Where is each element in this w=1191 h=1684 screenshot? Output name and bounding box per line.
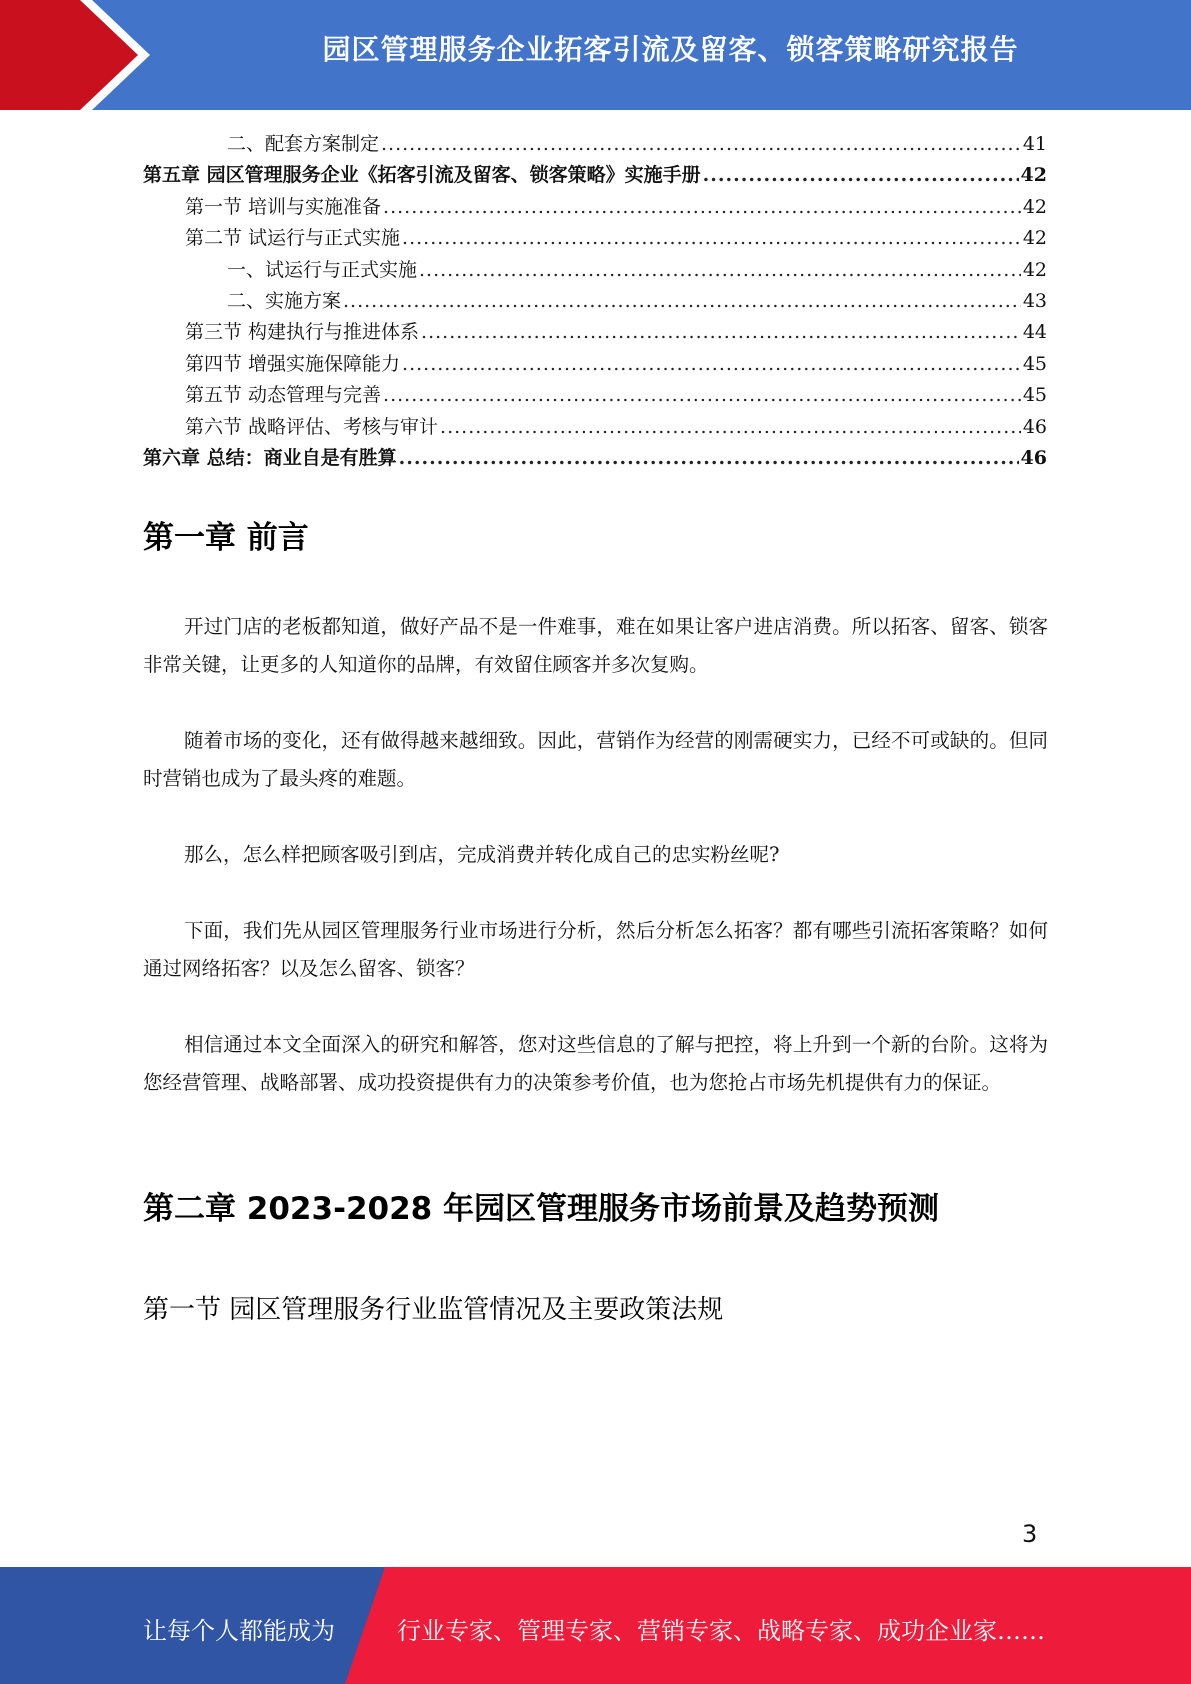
toc-leader-dots [399,447,1019,469]
chapter-1-heading: 第一章 前言 [143,520,309,556]
toc-leader-dots [421,321,1021,343]
paragraph: 那么，怎么样把顾客吸引到店，完成消费并转化成自己的忠实粉丝呢? [184,843,780,866]
toc-entry-text: 第五节 动态管理与完善 [185,384,382,407]
toc-entry-page: 41 [1022,133,1047,155]
toc-entry[interactable] [143,286,1047,317]
toc-entry[interactable] [143,380,1047,411]
toc-entry-text: 第六章 总结：商业自是有胜算 [143,446,397,469]
toc-entry[interactable] [143,317,1047,348]
toc-entry-page: 42 [1022,227,1047,250]
toc-entry-page: 42 [1020,164,1047,187]
toc-entry-page: 45 [1022,352,1047,375]
paragraph: 随着市场的变化，还有做得越来越细致。因此，营销作为经营的刚需硬实力，已经不可或缺的。但同时营销也成为了最头疼的难题。 [143,729,1048,790]
toc-entry-page: 44 [1022,321,1047,344]
toc-entry[interactable] [143,129,1047,160]
toc-entry-page: 45 [1022,384,1047,407]
page-header [0,0,1191,110]
toc-entry-text: 第三节 构建执行与推进体系 [185,321,420,344]
page-number: 3 [1022,1520,1038,1548]
toc-leader-dots [402,227,1021,249]
toc-entry[interactable] [143,443,1047,474]
toc-leader-dots [440,416,1021,438]
table-of-contents [143,129,1047,474]
toc-entry-page: 46 [1022,415,1047,438]
section-heading: 第一节 园区管理服务行业监管情况及主要政策法规 [143,1295,724,1325]
toc-leader-dots [383,196,1021,218]
page-footer [0,1567,1191,1684]
toc-entry-page: 46 [1020,446,1047,469]
toc-entry[interactable] [143,349,1047,380]
toc-entry-text: 第六节 战略评估、考核与审计 [185,415,439,438]
chapter-2-heading: 第二章 2023-2028 年园区管理服务市场前景及趋势预测 [143,1191,940,1227]
toc-leader-dots [419,259,1021,281]
toc-entry-page: 43 [1022,289,1047,312]
toc-entry[interactable] [143,255,1047,286]
paragraph: 开过门店的老板都知道，做好产品不是一件难事，难在如果让客户进店消费。所以拓客、留客、锁客非常关键，让更多的人知道你的品牌，有效留住顾客并多次复购。 [143,615,1048,676]
toc-entry-text: 第四节 增强实施保障能力 [185,352,401,375]
paragraph: 相信通过本文全面深入的研究和解答，您对这些信息的了解与把控，将上升到一个新的台阶。这将为您经营管理、战略部署、成功投资提供有力的决策参考价值，也为您抢占市场先机提供有力的保证。 [143,1033,1048,1094]
toc-entry-text: 一、试运行与正式实施 [227,258,418,281]
toc-leader-dots [703,164,1019,186]
header-title: 园区管理服务企业拓客引流及留客、锁客策略研究报告 [322,33,1019,66]
toc-entry-page: 42 [1022,195,1047,218]
toc-entry[interactable] [143,160,1047,191]
toc-entry-text: 二、实施方案 [227,289,342,312]
toc-leader-dots [381,133,1021,155]
footer-slogan-left: 让每个人都能成为 [143,1617,335,1645]
header-arrow-graphic [0,0,160,110]
toc-entry-page: 42 [1022,258,1047,281]
toc-entry-text: 第二节 试运行与正式实施 [185,227,401,250]
toc-leader-dots [343,290,1021,312]
toc-entry[interactable] [143,412,1047,443]
toc-entry-text: 第一节 培训与实施准备 [185,195,382,218]
toc-entry-text: 第五章 园区管理服务企业《拓客引流及留客、锁客策略》实施手册 [143,164,701,187]
toc-leader-dots [383,384,1021,406]
footer-slogan-right: 行业专家、管理专家、营销专家、战略专家、成功企业家…… [397,1617,1045,1645]
toc-entry[interactable] [143,223,1047,254]
toc-leader-dots [402,353,1021,375]
toc-entry-text: 二、配套方案制定 [227,133,380,155]
toc-entry[interactable] [143,192,1047,223]
paragraph: 下面，我们先从园区管理服务行业市场进行分析，然后分析怎么拓客？都有哪些引流拓客策略？如何通过网络拓客？以及怎么留客、锁客？ [143,919,1048,980]
